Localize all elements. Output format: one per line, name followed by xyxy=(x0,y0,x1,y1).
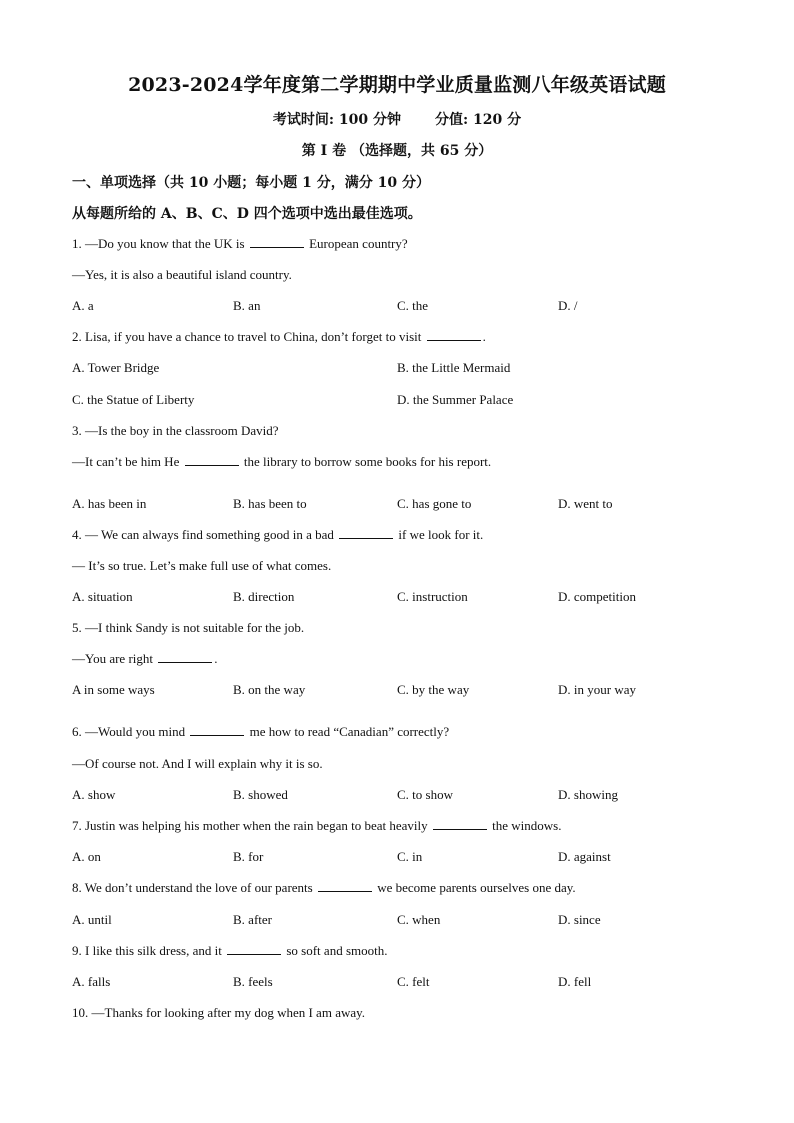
answer-option: D. / xyxy=(558,298,578,313)
answer-option: A. situation xyxy=(72,589,133,604)
answer-blank xyxy=(158,651,212,663)
section-instruction: 从每题所给的 A、B、C、D 四个选项中选出最佳选项。 xyxy=(72,206,422,222)
question-stem: 4. — We can always find something good in a bad if we look for it. xyxy=(72,527,484,542)
section-title: 一、单项选择（共 10 小题；每小题 1 分，满分 10 分） xyxy=(72,175,430,191)
answer-option: C. instruction xyxy=(397,589,468,604)
answer-option: B. has been to xyxy=(233,496,307,511)
answer-option: D. against xyxy=(558,849,611,864)
answer-option: B. direction xyxy=(233,589,295,604)
question-stem: 2. Lisa, if you have a chance to travel to China, don’t forget to visit . xyxy=(72,329,486,344)
answer-option: C. by the way xyxy=(397,682,470,697)
answer-blank xyxy=(339,527,393,539)
question-stem: 10. —Thanks for looking after my dog when I am away. xyxy=(72,1005,366,1020)
question-dialogue-line: — It’s so true. Let’s make full use of what comes. xyxy=(72,558,332,573)
answer-option: D. fell xyxy=(558,974,592,989)
answer-blank xyxy=(227,943,281,955)
question-stem: 8. We don’t understand the love of our parents we become parents ourselves one day. xyxy=(72,880,576,895)
answer-option: C. the xyxy=(397,298,429,313)
answer-option: C. has gone to xyxy=(397,496,472,511)
answer-option: A in some ways xyxy=(72,682,155,697)
exam-time: 考试时间: 100 分钟 xyxy=(272,112,401,128)
question-dialogue-line: —You are right . xyxy=(72,651,218,666)
answer-option: A. until xyxy=(72,912,112,927)
answer-option: B. the Little Mermaid xyxy=(397,360,511,375)
question-stem: 5. —I think Sandy is not suitable for the job. xyxy=(72,620,305,635)
answer-option: A. on xyxy=(72,849,101,864)
question-stem: 3. —Is the boy in the classroom David? xyxy=(72,423,279,438)
answer-option: A. has been in xyxy=(72,496,147,511)
page-title: 2023-2024学年度第二学期期中学业质量监测八年级英语试题 xyxy=(128,74,666,96)
question-dialogue-line: —It can’t be him He the library to borrow some books for his report. xyxy=(72,454,492,469)
exam-score: 分值: 120 分 xyxy=(435,112,522,128)
answer-blank xyxy=(185,454,239,466)
answer-option: A. show xyxy=(72,787,116,802)
answer-option: C. in xyxy=(397,849,423,864)
answer-option: D. in your way xyxy=(558,682,636,697)
answer-option: A. Tower Bridge xyxy=(72,360,160,375)
answer-blank xyxy=(427,329,481,341)
question-dialogue-line: —Of course not. And I will explain why it is so. xyxy=(72,756,323,771)
answer-blank xyxy=(250,236,304,248)
answer-option: B. for xyxy=(233,849,264,864)
question-dialogue-line: —Yes, it is also a beautiful island country. xyxy=(72,267,292,282)
exam-info xyxy=(0,109,794,129)
answer-option: D. the Summer Palace xyxy=(397,392,514,407)
answer-blank xyxy=(433,818,487,830)
answer-option: D. showing xyxy=(558,787,618,802)
answer-option: B. an xyxy=(233,298,261,313)
answer-option: C. when xyxy=(397,912,441,927)
volume-heading: 第 I 卷 （选择题，共 65 分） xyxy=(301,143,493,159)
answer-option: B. after xyxy=(233,912,272,927)
answer-option: B. on the way xyxy=(233,682,306,697)
answer-option: C. the Statue of Liberty xyxy=(72,392,195,407)
answer-blank xyxy=(190,724,244,736)
question-stem: 6. —Would you mind me how to read “Canadian” correctly? xyxy=(72,724,450,739)
question-stem: 7. Justin was helping his mother when the rain began to beat heavily the windows. xyxy=(72,818,562,833)
answer-option: A. falls xyxy=(72,974,111,989)
answer-option: D. went to xyxy=(558,496,613,511)
question-stem: 9. I like this silk dress, and it so soft and smooth. xyxy=(72,943,388,958)
question-stem: 1. —Do you know that the UK is European country? xyxy=(72,236,408,251)
answer-option: D. competition xyxy=(558,589,636,604)
answer-blank xyxy=(318,880,372,892)
answer-option: B. feels xyxy=(233,974,273,989)
answer-option: D. since xyxy=(558,912,601,927)
answer-option: C. to show xyxy=(397,787,453,802)
answer-option: B. showed xyxy=(233,787,288,802)
answer-option: A. a xyxy=(72,298,94,313)
answer-option: C. felt xyxy=(397,974,430,989)
